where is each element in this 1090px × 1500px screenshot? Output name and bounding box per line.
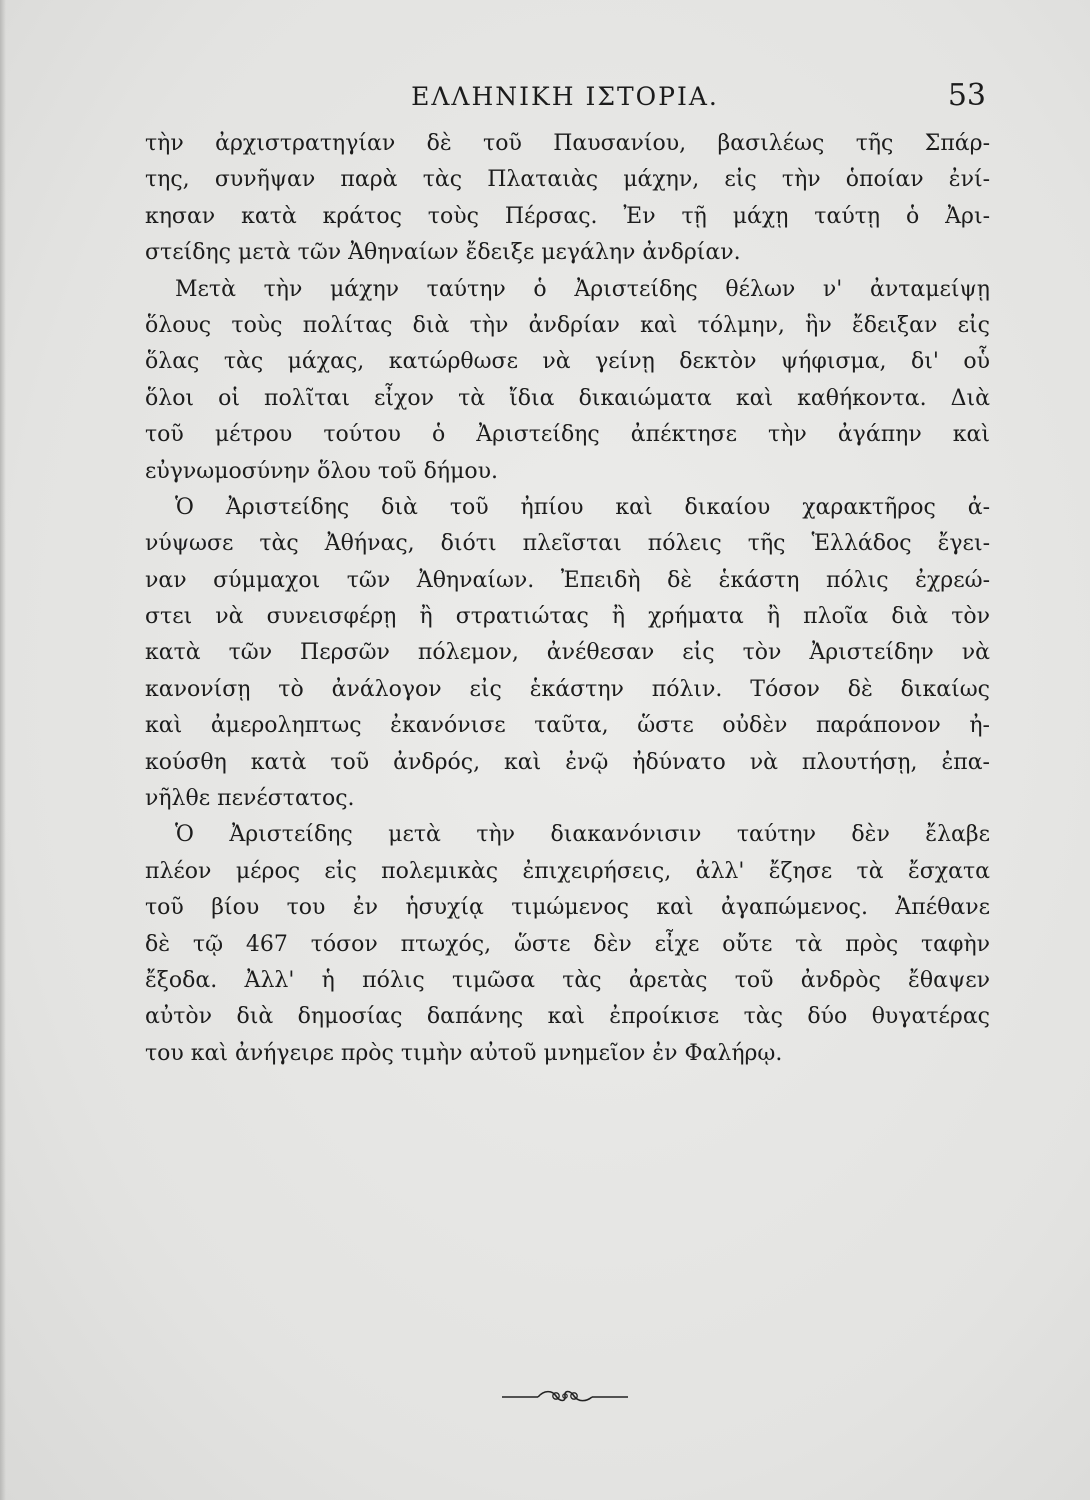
running-title: ΕΛΛΗΝΙΚΗ ΙΣΤΟΡΙΑ. — [411, 82, 719, 111]
text-line: του καὶ ἀνήγειρε πρὸς τιμὴν αὐτοῦ μνημεῖον ἐν Φαλήρῳ. — [145, 1040, 783, 1066]
text-line: τὴν ἀρχιστρατηγίαν δὲ τοῦ Παυσανίου, βασιλέως τῆς Σπάρ- — [145, 131, 990, 156]
text-line: της, συνῆψαν παρὰ τὰς Πλαταιὰς μάχην, εἰς τὴν ὁποίαν ἐνί- — [145, 167, 990, 193]
text-line: ὅλοι οἱ πολῖται εἶχον τὰ ἴδια δικαιώματα καὶ καθήκοντα. Διὰ — [145, 385, 990, 411]
text-line: στει νὰ συνεισφέρῃ ἢ στρατιώτας ἢ χρήματα ἢ πλοῖα διὰ τὸν — [145, 604, 990, 630]
text-line: στείδης μετὰ τῶν Ἀθηναίων ἔδειξε μεγάλην ἀνδρίαν. — [145, 240, 741, 266]
text-line: τοῦ βίου του ἐν ἡσυχίᾳ τιμώμενος καὶ ἀγαπώμενος. Ἀπέθανε — [145, 895, 990, 921]
text-line: ἔξοδα. Ἀλλ' ἡ πόλις τιμῶσα τὰς ἀρετὰς τοῦ ἀνδρὸς ἔθαψεν — [145, 967, 990, 993]
paragraph-start-line: Μετὰ τὴν μάχην ταύτην ὁ Ἀριστείδης θέλων ν' ἀνταμείψῃ — [175, 276, 990, 302]
text-line: ὅλους τοὺς πολίτας διὰ τὴν ἀνδρίαν καὶ τόλμην, ἣν ἔδειξαν εἰς — [145, 312, 990, 338]
text-line: κανονίσῃ τὸ ἀνάλογον εἰς ἑκάστην πόλιν. Τόσον δὲ δικαίως — [145, 676, 990, 702]
text-line: καὶ ἀμεροληπτως ἐκανόνισε ταῦτα, ὥστε οὐδὲν παράπονον ἠ- — [145, 713, 990, 739]
paragraph-start-line: Ὁ Ἀριστείδης μετὰ τὴν διακανόνισιν ταύτην δὲν ἔλαβε — [175, 822, 990, 848]
text-line: αὐτὸν διὰ δημοσίας δαπάνης καὶ ἐπροίκισε τὰς δύο θυγατέρας — [145, 1004, 990, 1030]
text-line: ναν σύμμαχοι τῶν Ἀθηναίων. Ἐπειδὴ δὲ ἑκάστη πόλις ἐχρεώ- — [145, 567, 990, 593]
text-line: κούσθη κατὰ τοῦ ἀνδρός, καὶ ἐνῷ ἠδύνατο νὰ πλουτήσῃ, ἐπα- — [145, 749, 990, 775]
text-line: κατὰ τῶν Περσῶν πόλεμον, ἀνέθεσαν εἰς τὸν Ἀριστείδην νὰ — [145, 640, 990, 666]
text-line: νύψωσε τὰς Ἀθήνας, διότι πλεῖσται πόλεις τῆς Ἑλλάδος ἔγει- — [145, 531, 990, 557]
text-line: νῆλθε πενέστατος. — [145, 786, 355, 812]
text-line: πλέον μέρος εἰς πολεμικὰς ἐπιχειρήσεις, ἀλλ' ἔζησε τὰ ἔσχατα — [145, 858, 990, 884]
running-head — [140, 78, 990, 118]
page-binding-edge — [0, 0, 6, 1500]
page-number: 53 — [947, 78, 986, 113]
text-line: εὐγνωμοσύνην ὅλου τοῦ δήμου. — [145, 458, 499, 484]
text-line: κησαν κατὰ κράτος τοὺς Πέρσας. Ἐν τῇ μάχῃ ταύτῃ ὁ Ἀρι- — [145, 203, 990, 229]
text-line: δὲ τῷ 467 τόσον πτωχός, ὥστε δὲν εἶχε οὔτε τὰ πρὸς ταφὴν — [145, 931, 990, 957]
text-line: ὅλας τὰς μάχας, κατώρθωσε νὰ γείνῃ δεκτὸν ψήφισμα, δι' οὗ — [145, 349, 990, 375]
text-line: τοῦ μέτρου τούτου ὁ Ἀριστείδης ἀπέκτησε τὴν ἀγάπην καὶ — [145, 422, 990, 448]
body-text — [145, 126, 990, 1072]
paragraph-start-line: Ὁ Ἀριστείδης διὰ τοῦ ἠπίου καὶ δικαίου χαρακτῆρος ἀ- — [175, 494, 990, 520]
tailpiece-ornament-icon — [500, 1386, 630, 1406]
